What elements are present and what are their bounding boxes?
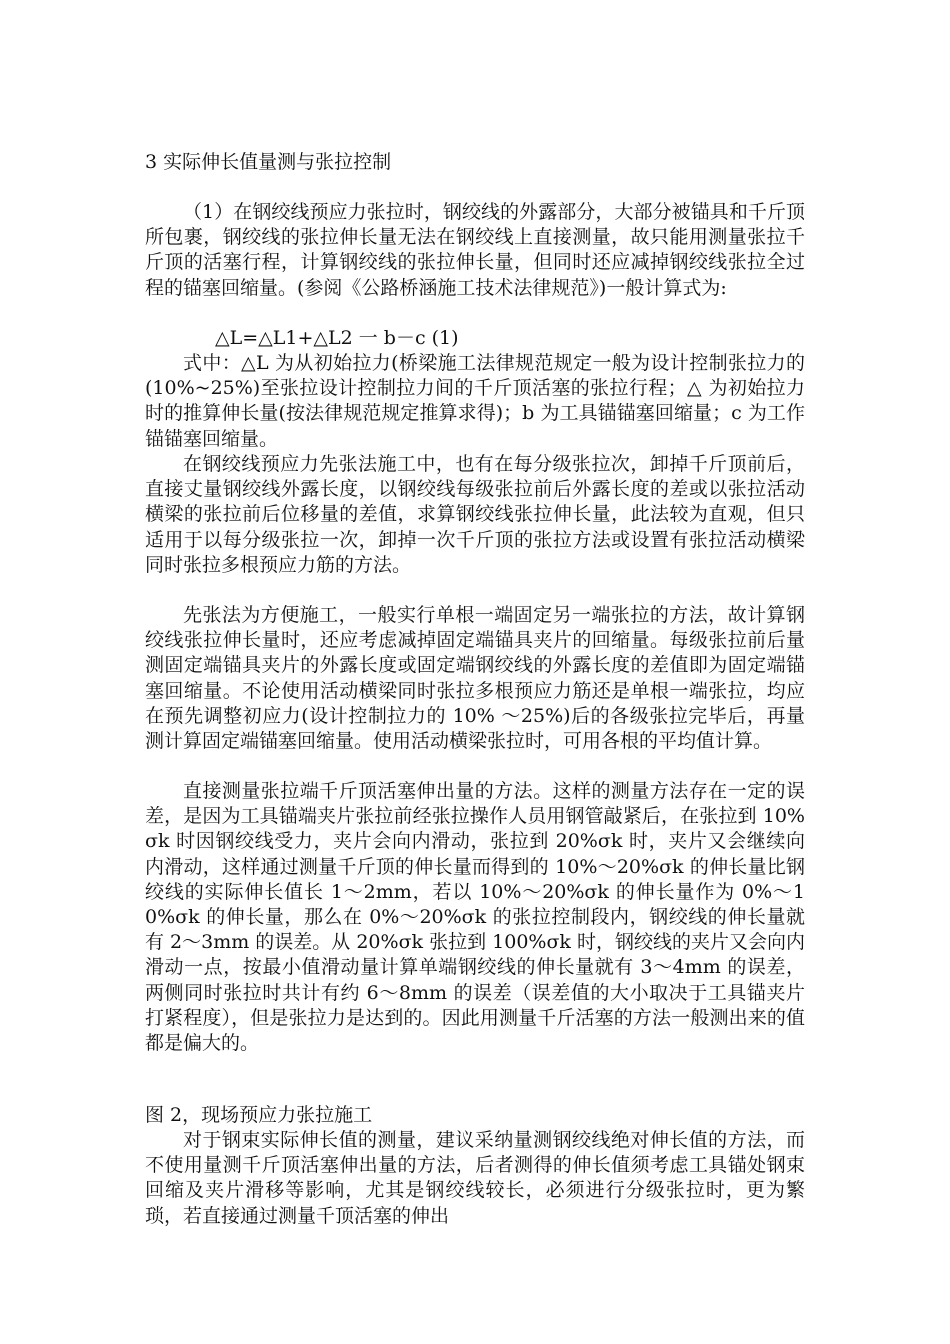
section-title: 3 实际伸长值量测与张拉控制 — [145, 151, 392, 173]
paragraph-4: 先张法为方便施工，一般实行单根一端固定另一端张拉的方法，故计算钢绞线张拉伸长量时，还应考虑减掉固定端锚具夹片的回缩量。每级张拉前后量测固定端锚具夹片的外露长度或固定端钢绞线的外露长度的差值即为固定端锚塞回缩量。不论使用活动横梁同时张拉多根预应力筋还是单根一端张拉，均应在预先调整初应力(设计控制拉力的 10% ～25%)后的各级张拉完毕后，再量测计算固定端锚塞回缩量。使用活动横梁张拉时，可用各根的平均值计算。 — [145, 604, 805, 753]
paragraph-6: 对于钢束实际伸长值的测量，建议采纳量测钢绞线绝对伸长值的方法，而不使用量测千斤顶活塞伸出量的方法，后者测得的伸长值须考虑工具锚处钢束回缩及夹片滑移等影响，尤其是钢绞线较长，必须进行分级张拉时，更为繁琐，若直接通过测量千顶活塞的伸出 — [145, 1129, 805, 1227]
formula: △L=△L1+△L2 一 b－c (1) — [215, 327, 459, 349]
paragraph-3: 在钢绞线预应力先张法施工中，也有在每分级张拉次，卸掉千斤顶前后，直接丈量钢绞线外露长度，以钢绞线每级张拉前后外露长度的差或以张拉活动横梁的张拉前后位移量的差值，求算钢绞线张拉伸长量，此法较为直观，但只适用于以每分级张拉一次，卸掉一次千斤顶的张拉方法或设置有张拉活动横梁同时张拉多根预应力筋的方法。 — [145, 453, 805, 576]
paragraph-2: 式中：△L 为从初始拉力(桥梁施工法律规范规定一般为设计控制张拉力的 (10%~25%)至张拉设计控制拉力间的千斤顶活塞的张拉行程；△ 为初始拉力时的推算伸长量(按法律规范规定推算求得)；b 为工具锚锚塞回缩量；c 为工作锚锚塞回缩量。 — [145, 352, 805, 450]
paragraph-1: （1）在钢绞线预应力张拉时，钢绞线的外露部分，大部分被锚具和千斤顶所包裹，钢绞线的张拉伸长量无法在钢绞线上直接测量，故只能用测量张拉千斤顶的活塞行程，计算钢绞线的张拉伸长量，但同时还应减掉钢绞线张拉全过程的锚塞回缩量。(参阅《公路桥涵施工技术法律规范》)一般计算式为: — [145, 201, 805, 299]
paragraph-5: 直接测量张拉端千斤顶活塞伸出量的方法。这样的测量方法存在一定的误差，是因为工具锚端夹片张拉前经张拉操作人员用钢管敲紧后，在张拉到 10%σk 时因钢绞线受力，夹片会向内滑动，张拉到 20%σk 时，夹片又会继续向内滑动，这样通过测量千斤顶的伸长量而得到的 10%～20%σk 的伸长量比钢绞线的实际伸长值长 1～2mm，若以 10%～20%σk 的伸长量作为 0%～10%σk 的伸长量，那么在 0%～20%σk 的张拉控制段内，钢绞线的伸长量就有 2～3mm 的误差。从 20%σk 张拉到 100%σk 时，钢绞线的夹片又会向内滑动一点，按最小值滑动量计算单端钢绞线的伸长量就有 3～4mm 的误差，两侧同时张拉时共计有约 6～8mm 的误差（误差值的大小取决于工具锚夹片打紧程度），但是张拉力是达到的。因此用测量千斤活塞的方法一般测出来的值都是偏大的。 — [145, 780, 805, 1055]
figure-caption: 图 2，现场预应力张拉施工 — [145, 1104, 373, 1126]
